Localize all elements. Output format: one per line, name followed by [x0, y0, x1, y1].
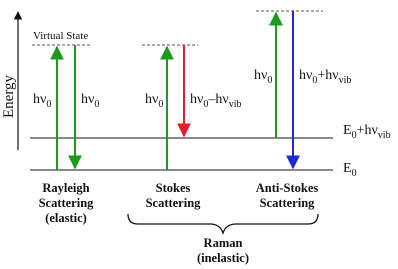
rayleigh-excitation-label: $h\nu_0$ [33, 92, 52, 110]
svg-text:Scattering: Scattering [259, 196, 315, 210]
svg-text:(inelastic): (inelastic) [196, 251, 250, 265]
anti-stokes-excitation-label: $h\nu_0$ [254, 68, 273, 86]
rayleigh-emission-label: $h\nu_0$ [81, 92, 100, 110]
raman-brace [128, 214, 318, 233]
raman-title [197, 236, 249, 265]
svg-text:Scattering: Scattering [38, 196, 94, 210]
svg-text:Anti-Stokes: Anti-Stokes [255, 181, 319, 195]
e0-vib-label: $E_0+h\nu_{vib}$ [343, 123, 391, 141]
svg-text:Rayleigh: Rayleigh [42, 181, 90, 195]
svg-text:Scattering: Scattering [145, 196, 201, 210]
e0-label: $E_0$ [343, 161, 357, 179]
svg-text:Raman: Raman [203, 236, 243, 250]
svg-text:(elastic): (elastic) [45, 211, 87, 225]
stokes-emission-label: $h\nu_0-h\nu_{vib}$ [190, 92, 242, 110]
rayleigh-title [39, 181, 95, 225]
svg-text:Stokes: Stokes [155, 181, 191, 195]
anti-stokes-emission-label: $h\nu_0+h\nu_{vib}$ [299, 68, 352, 86]
stokes-title [146, 181, 202, 210]
virtual-state-label: Virtual State [33, 30, 89, 42]
stokes-excitation-label: $h\nu_0$ [145, 92, 164, 110]
anti-stokes-title [256, 181, 319, 210]
energy-axis-label: Energy [1, 74, 17, 118]
